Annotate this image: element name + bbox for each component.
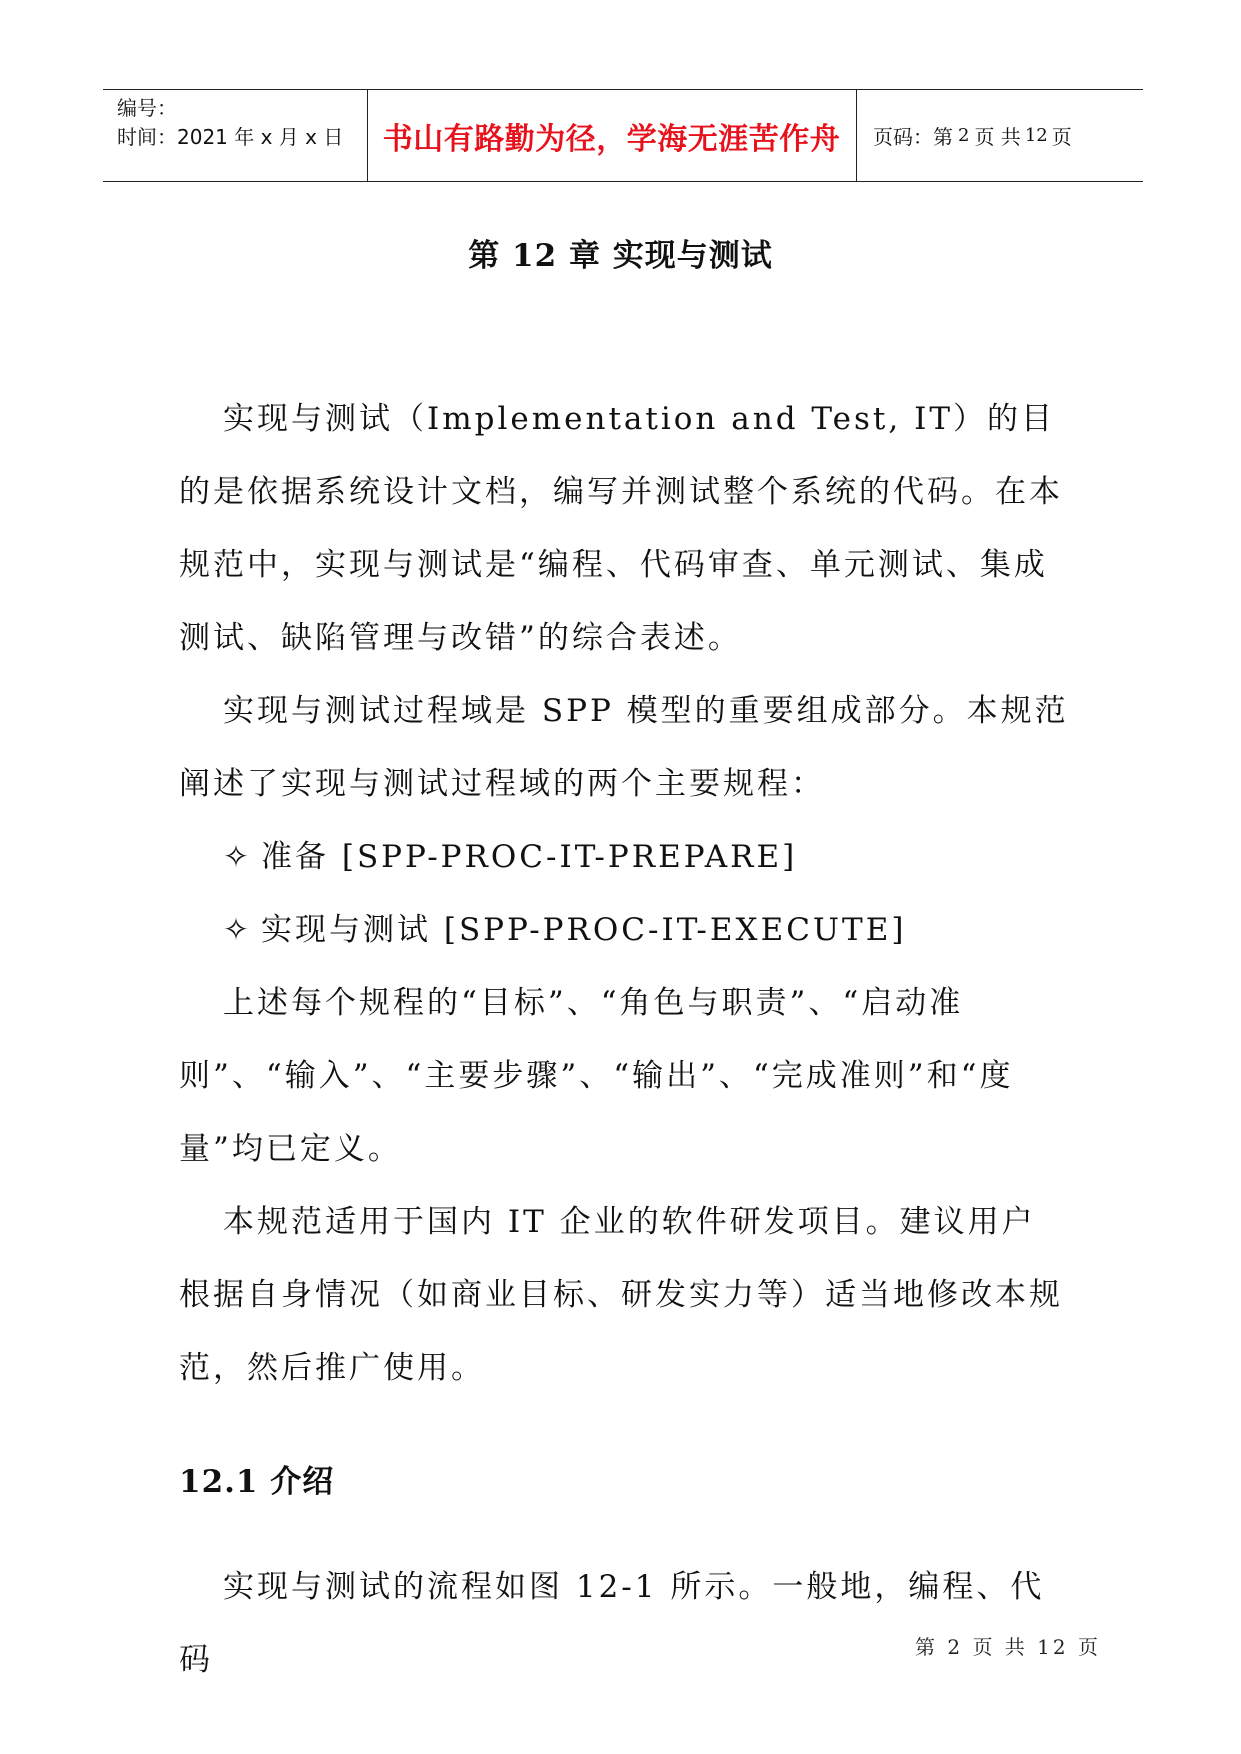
header-divider-right — [856, 90, 857, 181]
paragraph-applicability: 本规范适用于国内 IT 企业的软件研发项目。建议用户根据自身情况（如商业目标、研发实力等）适当地修改本规范，然后推广使用。 — [179, 1204, 1063, 1386]
header-page-current: 2 — [958, 125, 970, 146]
page-header — [103, 89, 1143, 182]
list-item-text: 实现与测试 [SPP-PROC-IT-EXECUTE] — [261, 912, 907, 948]
section-title: 12.1 介绍 — [179, 1464, 335, 1500]
paragraph-process-domain: 实现与测试过程域是 SPP 模型的重要组成部分。本规范阐述了实现与测试过程域的两个主要规程： — [179, 693, 1069, 802]
list-item-text: 准备 [SPP-PROC-IT-PREPARE] — [261, 839, 798, 875]
header-page-total: 12 — [1024, 125, 1048, 146]
header-page-prefix: 页码：第 — [873, 125, 953, 149]
header-page-indicator — [873, 90, 1072, 181]
paragraph-definitions: 上述每个规程的“目标”、“角色与职责”、“启动准则”、“输入”、“主要步骤”、“输出”、“完成准则”和“度量”均已定义。 — [179, 985, 1014, 1167]
header-motto: 书山有路勤为径，学海无涯苦作舟 — [382, 121, 841, 157]
header-page-middle: 页 共 — [974, 125, 1021, 149]
diamond-bullet-icon: ✧ — [223, 912, 252, 948]
paragraph-purpose: 实现与测试（Implementation and Test, IT）的目的是依据系统设计文档，编写并测试整个系统的代码。在本规范中，实现与测试是“编程、代码审查、单元测试、集成测试、缺陷管理与改错”的综合表述。 — [179, 401, 1063, 656]
chapter-title: 第 12 章 实现与测试 — [468, 238, 773, 274]
list-item — [223, 821, 1113, 894]
diamond-bullet-icon: ✧ — [223, 839, 252, 875]
page-footer: 第 2 页 共 12 页 — [915, 1635, 1101, 1659]
header-page-suffix: 页 — [1051, 125, 1072, 149]
header-number-label: 编号： — [117, 96, 177, 120]
paragraph-flow-intro: 实现与测试的流程如图 12-1 所示。一般地，编程、代码 — [179, 1569, 1045, 1678]
header-date-label: 时间：2021 年 x 月 x 日 — [117, 125, 344, 149]
list-item — [223, 894, 1113, 967]
header-meta — [117, 94, 343, 152]
